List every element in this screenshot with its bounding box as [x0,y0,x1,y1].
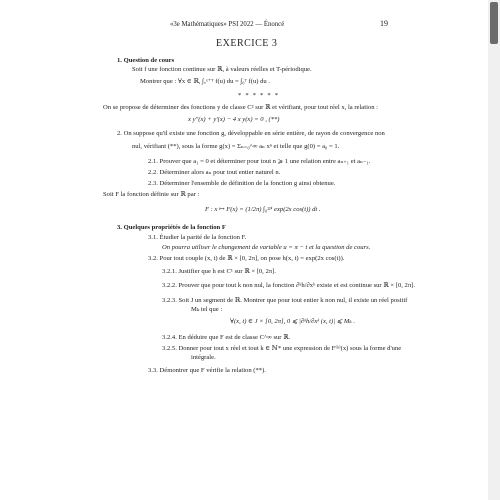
question-1-text: Soit f une fonction continue sur ℝ, à valeurs réelles et T-périodique. [132,66,312,73]
question-3-2-3-line-2: Mₖ tel que : [191,306,223,313]
question-3-2-1: 3.2.1. Justifier que h est C¹ sur ℝ × [0, 2π]. [162,268,276,275]
scrollbar-thumb[interactable] [490,2,498,44]
separator-stars: * * * * * * [238,92,280,99]
question-3-1-hint: On pourra utiliser le changement de variable u = π − t et la question de cours. [162,244,371,251]
question-1-statement: Montrer que : ∀x ∈ ℝ, ∫ₓˣ⁺ᵀ f(u) du = ∫₀ᵀ f(u) du . [140,78,270,85]
question-3-2-3-line-1: 3.2.3. Soit J un segment de ℝ. Montrer que pour tout entier k non nul, il existe un réel positif [162,297,408,304]
question-3-2-4: 3.2.4. En déduire que F est de classe C^∞ sur ℝ. [162,334,291,341]
question-3-3: 3.3. Démontrer que F vérifie la relation (**). [148,367,266,374]
question-3-2: 3.2. Pour tout couple (x, t) de ℝ × [0, 2π], on pose h(x, t) = exp(2x cos(t)). [148,255,345,262]
question-3-2-2: 3.2.2. Prouver que pour tout k non nul, la fonction ∂ᵏh/∂xᵏ existe et est continue sur ℝ × [0, 2π]. [162,282,416,289]
running-title: «3e Mathématiques» PSI 2022 — Énoncé [170,21,285,28]
question-2-line-2: nul, vérifiant (**), sous la forme g(x) = Σₙ₌₀^∞ aₙ xⁿ et telle que g(0) = a₀ = 1. [132,143,340,150]
definition-F-equation: F : x ↦ F(x) = (1/2π) ∫₀²ᵖⁱ exp(2x cos(t)) dt . [205,206,321,213]
question-3-1: 3.1. Étudier la parité de la fonction F. [148,234,247,241]
question-2-3: 2.3. Déterminer l'ensemble de définition de la fonction g ainsi obtenue. [148,180,336,187]
question-3-2-5-line-2: intégrale. [191,354,216,361]
page-number: 19 [380,19,388,28]
relation-equation: x y″(x) + y′(x) − 4 x y(x) = 0 , (**) [188,116,280,123]
question-3-heading: 3. Quelques propriétés de la fonction F [117,224,226,231]
question-3-2-3-equation: ∀(x, t) ∈ J × [0, 2π], 0 ⩽ |∂ᵏh/∂xᵏ (x, t)| ⩽ Mₖ . [230,318,356,325]
intro-text: On se propose de déterminer des fonctions y de classe C² sur ℝ et vérifiant, pour tout réel x, la relation : [103,104,378,111]
question-2-2: 2.2. Déterminer alors aₙ pour tout entier naturel n. [148,169,281,176]
question-3-2-5-line-1: 3.2.5. Donner pour tout x réel et tout k ∈ ℕ* une expression de F⁽ᵏ⁾(x) sous la forme d'une [162,345,402,352]
definition-F-intro: Soit F la fonction définie sur ℝ par : [103,191,200,198]
question-1-heading: 1. Question de cours [117,57,175,64]
vertical-scrollbar[interactable] [488,0,500,500]
question-2-line-1: 2. On suppose qu'il existe une fonction g, développable en série entière, de rayon de convergence non [117,130,385,137]
exercise-title: EXERCICE 3 [216,38,278,49]
question-2-1: 2.1. Prouver que a₁ = 0 et déterminer pour tout n ⩾ 1 une relation entre aₙ₊₁ et aₙ₋₁. [148,158,371,165]
